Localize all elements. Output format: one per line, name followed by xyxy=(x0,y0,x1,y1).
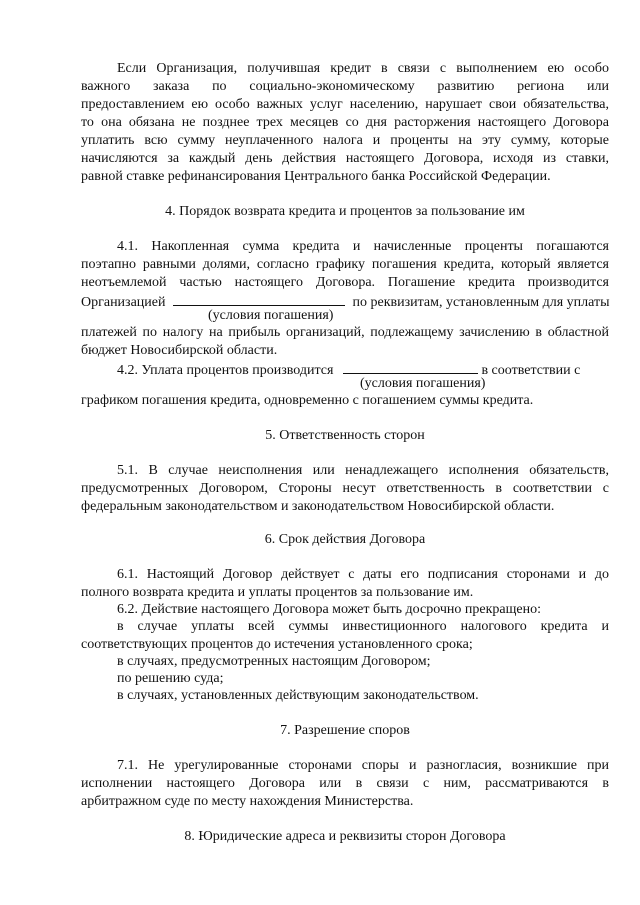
paragraph-line: 5.1. В случае неисполнения или ненадлежащего исполнения обязательств, xyxy=(117,463,609,478)
section-heading: 8. Юридические адреса и реквизиты сторон Договора xyxy=(184,829,506,844)
fill-in-blank xyxy=(173,291,345,306)
paragraph-line: бюджет Новосибирской области. xyxy=(81,343,278,358)
list-item: по решению суда; xyxy=(117,671,224,686)
section-heading: 6. Срок действия Договора xyxy=(264,532,426,547)
paragraph-line: предусмотренных Договором, Стороны несут ответственность в соответствии с xyxy=(81,481,609,496)
intro-line: то она обязана не позднее трех месяцев со дня расторжения настоящего Договора xyxy=(81,115,609,130)
paragraph-line: платежей по налогу на прибыль организаций, подлежащему зачислению в областной xyxy=(81,325,609,340)
paragraph-line: 6.1. Настоящий Договор действует с даты его подписания сторонами и до xyxy=(117,567,609,582)
fill-in-blank xyxy=(343,359,478,374)
paragraph-line: неотъемлемой частью настоящего Договора. Погашение кредита производится xyxy=(81,275,609,290)
paragraph-line: графиком погашения кредита, одновременно с погашением суммы кредита. xyxy=(81,393,534,408)
intro-line: предоставлением ею особо важных услуг населению, нарушает свои обязательства, xyxy=(81,97,609,112)
paragraph-line: 7.1. Не урегулированные сторонами споры и разногласия, возникшие при xyxy=(117,758,609,773)
paragraph-line: федеральным законодательством и законодательством Новосибирской области. xyxy=(81,499,555,514)
paragraph-line: поэтапно равными долями, согласно графику погашения кредита, который является xyxy=(81,257,609,272)
intro-line: равной ставке рефинансирования Центрального банка Российской Федерации. xyxy=(81,169,551,184)
list-item: в случаях, предусмотренных настоящим Договором; xyxy=(117,654,431,669)
paragraph-line: 4.1. Накопленная сумма кредита и начисленные проценты погашаются xyxy=(117,239,609,254)
section-heading: 4. Порядок возврата кредита и процентов за пользование им xyxy=(165,204,525,219)
list-item: в случаях, установленных действующим законодательством. xyxy=(117,688,479,703)
intro-line: Если Организация, получившая кредит в связи с выполнением ею особо xyxy=(117,61,609,76)
line-text: Организацией xyxy=(81,295,166,310)
paragraph-line: арбитражном суде по месту нахождения Министерства. xyxy=(81,794,414,809)
list-item-line: в случае уплаты всей суммы инвестиционного налогового кредита и xyxy=(117,619,609,634)
section-heading: 5. Ответственность сторон xyxy=(265,428,425,443)
paragraph-line: 6.2. Действие настоящего Договора может быть досрочно прекращено: xyxy=(117,602,541,617)
line-text: по реквизитам, установленным для уплаты xyxy=(352,295,610,310)
list-item-line: соответствующих процентов до истечения установленного срока; xyxy=(81,637,473,652)
section-heading: 7. Разрешение споров xyxy=(280,723,410,738)
intro-line: уплатить всю сумму неуплаченного налога и проценты на эту сумму, которые xyxy=(81,133,609,148)
paragraph-line: исполнении настоящего Договора или в связи с ним, рассматриваются в xyxy=(81,776,609,791)
line-text: 4.2. Уплата процентов производится xyxy=(117,363,334,378)
intro-line: важного заказа по социально-экономическому развитию региона или xyxy=(81,79,609,94)
paragraph-line-with-blank xyxy=(81,291,609,311)
blank-caption: (условия погашения) xyxy=(208,308,334,323)
intro-line: начисляются за каждый день действия настоящего Договора, исходя из ставки, xyxy=(81,151,609,166)
line-text: в соответствии с xyxy=(481,363,581,378)
blank-caption: (условия погашения) xyxy=(360,376,486,391)
paragraph-line: полного возврата кредита и уплаты процентов за пользование им. xyxy=(81,585,474,600)
